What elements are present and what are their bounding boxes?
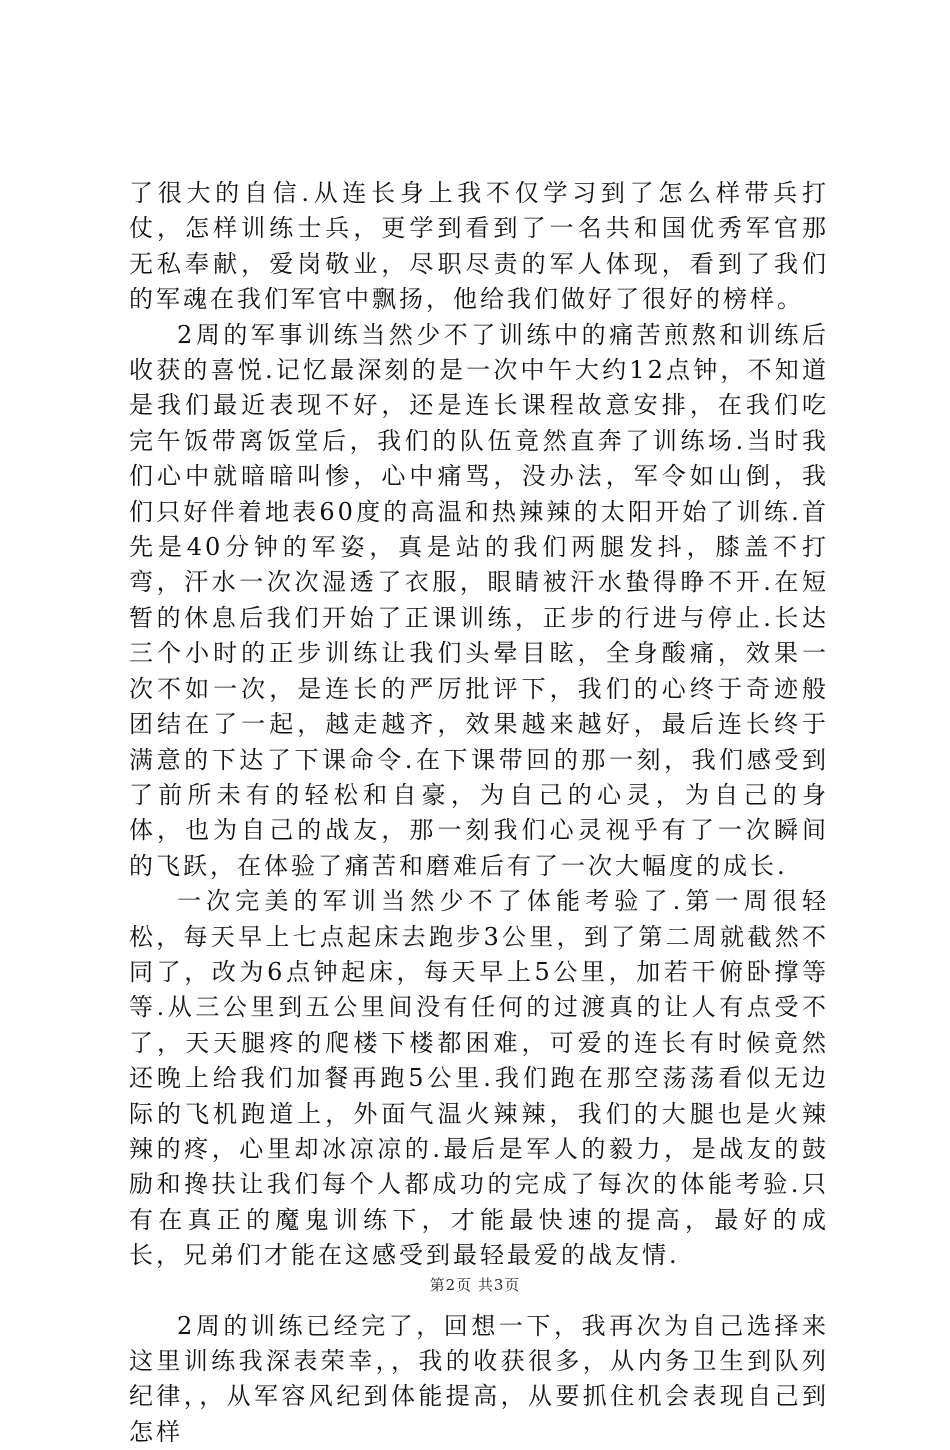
paragraph-fitness-test: 一次完美的军训当然少不了体能考验了.第一周很轻松，每天早上七点起床去跑步3公里，到了第二周就截然不同了，改为6点钟起床，每天早上5公里，加若干俯卧撑等等.从三公里到五公里间没有任何的过渡真的让人有点受不了，天天腿疼的爬楼下楼都困难，可爱的连长有时候竟然还晚上给我们加餐再跑5公里.我们跑在那空荡荡看似无边际的飞机跑道上，外面气温火辣辣，我们的大腿也是火辣辣的疼，心里却冰凉凉的.最后是军人的毅力，是战友的鼓励和搀扶让我们每个人都成功的完成了每次的体能考验.只有在真正的魔鬼训练下，才能最快速的提高，最好的成长，兄弟们才能在这感受到最轻最爱的战友情.	[129, 887, 829, 1270]
paragraph-training-noon: 2周的军事训练当然少不了训练中的痛苦煎熬和训练后收获的喜悦.记忆最深刻的是一次中午大约12点钟，不知道是我们最近表现不好，还是连长课程故意安排，在我们吃完午饭带离饭堂后，我们的队伍竟然直奔了训练场.当时我们心中就暗暗叫惨，心中痛骂，没办法，军令如山倒，我们只好伴着地表60度的高温和热辣辣的太阳开始了训练.首先是40分钟的军姿，真是站的我们两腿发抖，膝盖不打弯，汗水一次次湿透了衣服，眼睛被汗水蛰得睁不开.在短暂的休息后我们开始了正课训练，正步的行进与停止.长达三个小时的正步训练让我们头晕目眩，全身酸痛，效果一次不如一次，是连长的严厉批评下，我们的心终于奇迹般团结在了一起，越走越齐，效果越来越好，最后连长终于满意的下达了下课命令.在下课带回的那一刻，我们感受到了前所未有的轻松和自豪，为自己的心灵，为自己的身体，也为自己的战友，那一刻我们心灵视乎有了一次瞬间的飞跃，在体验了痛苦和磨难后有了一次大幅度的成长.	[129, 320, 829, 880]
document-body	[129, 176, 829, 1450]
page-footer: 第2页 共3页	[429, 1276, 521, 1294]
paragraph-continued: 了很大的自信.从连长身上我不仅学习到了怎么样带兵打仗，怎样训练士兵，更学到看到了一名共和国优秀军官那无私奉献，爱岗敬业，尽职尽责的军人体现，看到了我们的军魂在我们军官中飘扬，他给我们做好了很好的榜样。	[129, 179, 829, 314]
paragraph-conclusion: 2周的训练已经完了，回想一下，我再次为自己选择来这里训练我深表荣幸，，我的收获很多，从内务卫生到队列纪律，，从军容风纪到体能提高，从要抓住机会表现自己到怎样	[129, 1311, 829, 1446]
